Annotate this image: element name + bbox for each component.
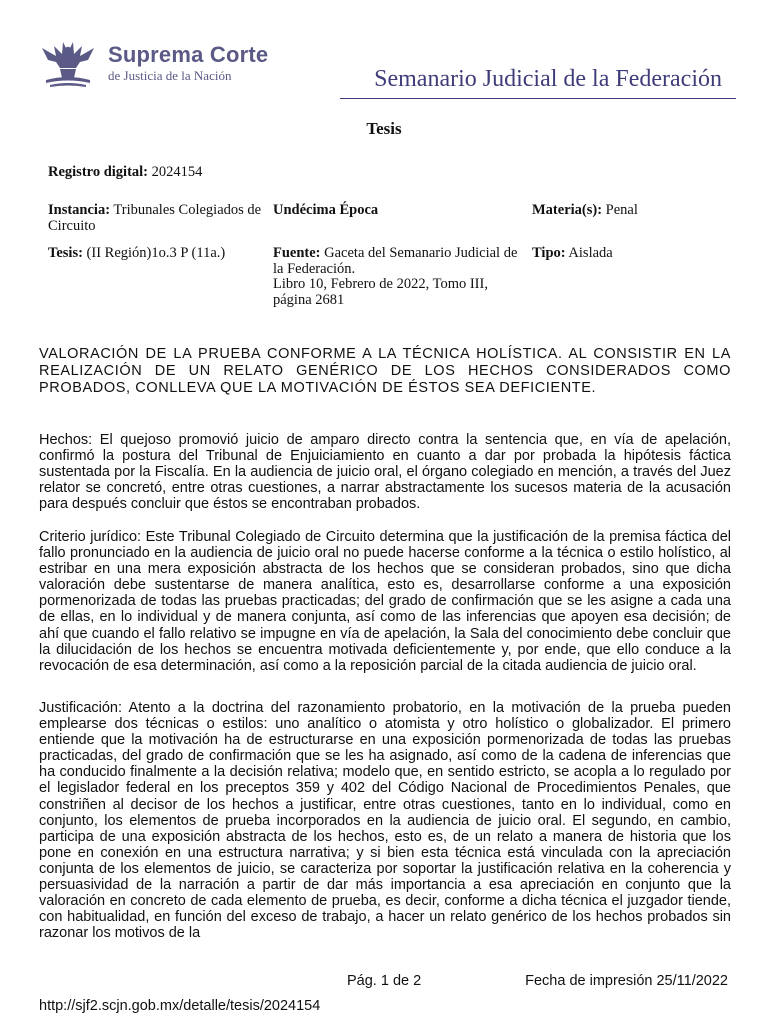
logo-text-main: Suprema Corte (108, 42, 269, 67)
materia-label: Materia(s): (532, 202, 603, 218)
document-heading: Tesis (366, 119, 402, 138)
instancia-value: Tribunales Colegiados de Circuito (48, 202, 262, 234)
epoca-label: Undécima Época (273, 202, 379, 218)
justificacion-paragraph: Justificación: Atento a la doctrina del razonamiento probatorio, en la motivación de la prueba pueden emplearse dos técnicas o estilos: uno analítico o atomista y otro holístico o globalizador. El primero entiende que la motivación ha de estructurarse en una exposición pormenorizada de todas las pruebas practicadas, del grado de confirmación que se les ha asignado, así como de la cadena de inferencias que ha conducido finalmente a la decisión relativa; modelo que, en sentido estricto, se acopla a lo regulado por el legislador federal en los preceptos 359 y 402 del Código Nacional de Procedimientos Penales, que constriñen al decisor de los hechos a justificar, entre otras cuestiones, tanto en lo individual, como en conjunto, los elementos de prueba incorporados en la audiencia de juicio oral. El segundo, en cambio, participa de una exposición abstracta de los hechos, esto es, de un relato a manera de historia que los pone en conexión en una estructura narrativa; y si bien esta técnica está vinculada con la apreciación conjunta de los elementos de juicio, se caracteriza por soportar la justificación relativa en la coherencia y persuasividad de la narración a partir de dar más importancia a esa apreciación en conjunto que la valoración en concreto de cada elemento de prueba, es decir, conforme a dicha técnica el juzgador tiende, con habitualidad, en función del exceso de trabajo, a hacer un relato genérico de los hechos probados sin razonar los motivos de la (39, 700, 731, 942)
instancia-field (48, 203, 264, 234)
instancia-label: Instancia: (48, 202, 111, 218)
registro-field (48, 165, 308, 181)
page-header (0, 0, 768, 100)
hechos-paragraph: Hechos: El quejoso promovió juicio de amparo directo contra la sentencia que, en vía de apelación, confirmó la postura del Tribunal de Enjuiciamiento en cuanto a dar por probada la hipótesis fáctica sustentada por la Fiscalía. En la audiencia de juicio oral, el órgano colegiado en mención, a través del Juez relator se concretó, entre otras cuestiones, a narrar abstractamente los sucesos materia de la acusación para después concluir que éstos se encontraban probados. (39, 432, 731, 513)
registro-value: 2024154 (151, 164, 203, 180)
tesis-label: Tesis: (48, 245, 83, 261)
print-date: Fecha de impresión 25/11/2022 (525, 973, 728, 989)
logo-text-sub: de Justicia de la Nación (108, 68, 232, 83)
materia-field (532, 203, 732, 219)
thesis-title: VALORACIÓN DE LA PRUEBA CONFORME A LA TÉCNICA HOLÍSTICA. AL CONSISTIR EN LA REALIZACIÓN DE UN RELATO GENÉRICO DE LOS HECHOS CONSIDERADOS COMO PROBADOS, CONLLEVA QUE LA MOTIVACIÓN DE ÉSTOS SEA DEFICIENTE. (39, 346, 731, 396)
fuente-value-line2: Libro 10, Febrero de 2022, Tomo III, página 2681 (273, 276, 488, 308)
criterio-paragraph: Criterio jurídico: Este Tribunal Colegiado de Circuito determina que la justificación de la premisa fáctica del fallo pronunciado en la audiencia de juicio oral no puede hacerse conforme a la técnica o estilo holístico, al estribar en una mera exposición abstracta de los hechos que se consideran probados, sino que dicha valoración debe sustentarse de manera analítica, esto es, desarrollarse conforme a una exposición pormenorizada de todas las pruebas practicadas; del grado de confirmación que se les asigne a cada una de ellas, en lo individual y de manera conjunta, así como de las inferencias que apoyen esa decisión; de ahí que cuando el fallo relativo se impugne en vía de apelación, la Sala del conocimiento debe concluir que la dilucidación de los hechos se encuentra motivada deficientemente y, por ende, que ello conduce a la revocación de esa determinación, así como a la reposición parcial de la citada audiencia de juicio oral. (39, 529, 731, 674)
tipo-label: Tipo: (532, 245, 566, 261)
scjn-logo (36, 38, 269, 90)
tipo-value: Aislada (568, 245, 613, 261)
materia-value: Penal (605, 202, 638, 218)
eagle-emblem-icon (36, 38, 100, 90)
fuente-label: Fuente: (273, 245, 321, 261)
tipo-field (532, 246, 732, 262)
registro-label: Registro digital: (48, 164, 149, 180)
fuente-field (273, 246, 523, 308)
source-url[interactable]: http://sjf2.scjn.gob.mx/detalle/tesis/2024154 (39, 998, 321, 1014)
tesis-value: (II Región)1o.3 P (11a.) (86, 245, 226, 261)
epoca-field (273, 203, 523, 219)
page-number: Pág. 1 de 2 (347, 973, 422, 989)
header-divider (340, 98, 736, 99)
publication-title: Semanario Judicial de la Federación (374, 66, 722, 92)
fuente-value: Gaceta del Semanario Judicial de la Federación. (273, 245, 518, 277)
tesis-field (48, 246, 264, 262)
